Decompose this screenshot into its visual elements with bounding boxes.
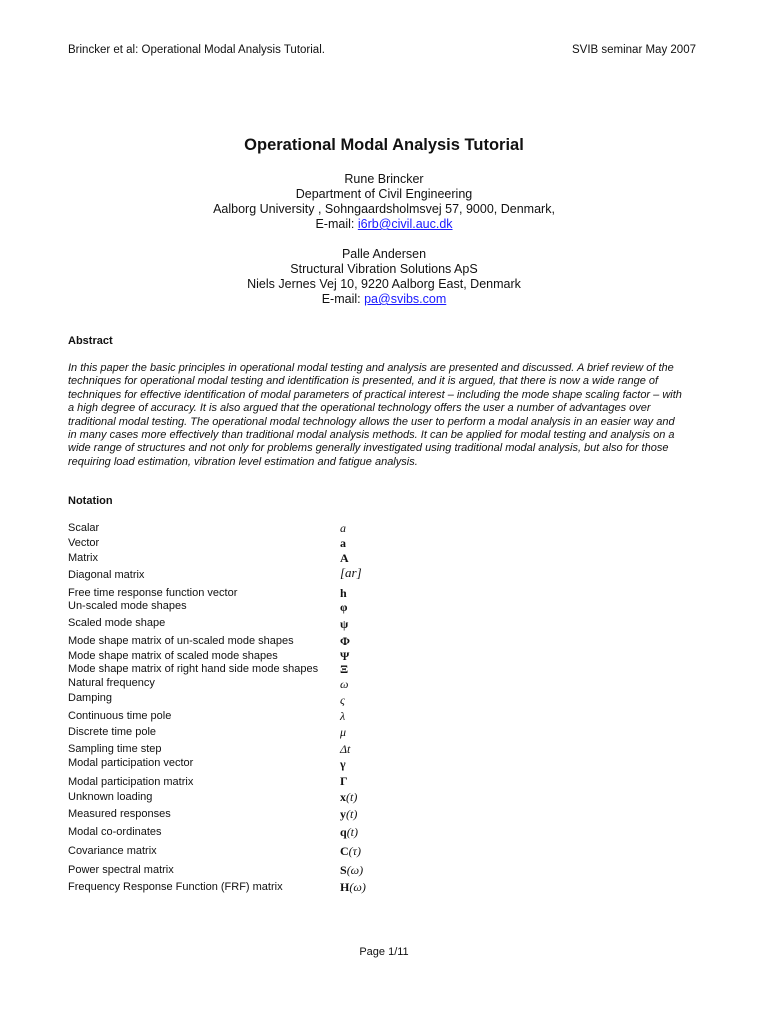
page-number: Page 1/11: [359, 946, 409, 958]
author-name: Rune Brincker: [344, 172, 424, 186]
email-link[interactable]: i6rb@civil.auc.dk: [357, 217, 453, 231]
notation-label: Modal participation matrix: [68, 776, 194, 788]
abstract-line: a high degree of accuracy. It is also argued that the operational technology offers the user a number of advantages over: [68, 402, 651, 415]
notation-label: Modal participation vector: [68, 757, 194, 769]
notation-symbol: Φ: [340, 634, 350, 648]
notation-label: Mode shape matrix of right hand side mode shapes: [68, 663, 319, 675]
abstract-body: [68, 362, 704, 469]
notation-symbol: ω: [340, 677, 349, 691]
notation-symbol: Γ: [340, 774, 348, 788]
notation-symbol: ψ: [340, 617, 349, 631]
author-block-2: [0, 247, 768, 307]
notation-label: Modal co-ordinates: [68, 826, 162, 838]
notation-label: Scaled mode shape: [68, 617, 166, 629]
notation-symbol: [ar]: [340, 565, 362, 580]
author-address: Niels Jernes Vej 10, 9220 Aalborg East, Denmark: [247, 277, 521, 291]
notation-label: Frequency Response Function (FRF) matrix: [68, 881, 283, 893]
notation-symbol: h: [340, 586, 347, 600]
author-organization: Structural Vibration Solutions ApS: [290, 262, 478, 276]
author-email-line: [0, 217, 768, 232]
notation-symbol: a: [340, 521, 346, 535]
notation-label: Free time response function vector: [68, 587, 238, 599]
notation-label: Unknown loading: [68, 791, 153, 803]
abstract-line: techniques for operational modal testing and identification is presented, and it is argued, that there is now a wide range of: [68, 375, 659, 388]
notation-symbol: γ: [340, 757, 346, 771]
notation-label: Mode shape matrix of scaled mode shapes: [68, 650, 278, 662]
email-label: E-mail:: [321, 292, 361, 306]
notation-symbol: x(t): [340, 790, 358, 804]
notation-label: Natural frequency: [68, 677, 155, 689]
notation-symbol: y(t): [340, 807, 358, 821]
notation-heading: Notation: [68, 495, 113, 507]
notation-label: Sampling time step: [68, 743, 162, 755]
running-header-left: Brincker et al: Operational Modal Analysis Tutorial.: [68, 44, 325, 56]
author-address: Aalborg University , Sohngaardsholmsvej 57, 9000, Denmark,: [213, 202, 555, 216]
notation-label: Mode shape matrix of un-scaled mode shapes: [68, 635, 294, 647]
abstract-line: wide range of structures and not only for problems generally investigated using traditional modal analysis, but also for those: [68, 442, 669, 455]
notation-symbol: Δt: [340, 742, 351, 756]
notation-label: Measured responses: [68, 808, 171, 820]
abstract-line: requiring load estimation, vibration level estimation and fatigue analysis.: [68, 455, 418, 468]
notation-label: Un-scaled mode shapes: [68, 600, 187, 612]
author-department: Department of Civil Engineering: [295, 187, 473, 201]
abstract-line: techniques for effective identification of modal parameters of practical interest – including the mode shape scaling factor – with: [68, 388, 682, 401]
author-email-line: [0, 292, 768, 307]
notation-symbol: λ: [340, 709, 346, 723]
author-name: Palle Andersen: [341, 247, 427, 261]
email-link[interactable]: pa@svibs.com: [364, 292, 447, 306]
notation-symbol: H(ω): [340, 880, 366, 894]
notation-label: Continuous time pole: [68, 710, 172, 722]
notation-symbol: C(τ): [340, 844, 361, 858]
notation-symbol: A: [340, 551, 349, 565]
notation-label: Discrete time pole: [68, 726, 157, 738]
notation-symbol: ς: [340, 693, 345, 707]
notation-symbol: Ψ: [340, 649, 350, 663]
abstract-line: in many cases more effectively than traditional modal analysis methods. It can be applied for modal testing and analysis on a: [68, 429, 675, 442]
paper-title: Operational Modal Analysis Tutorial: [244, 136, 524, 154]
notation-symbol: Ξ: [340, 662, 349, 676]
notation-label: Scalar: [68, 522, 100, 534]
email-label: E-mail:: [315, 217, 355, 231]
abstract-line: traditional modal testing. The operational modal technology allows the user to perform a modal analysis in an easier way and: [68, 415, 675, 428]
notation-label: Power spectral matrix: [68, 864, 174, 876]
notation-symbol: S(ω): [340, 863, 364, 877]
notation-label: Diagonal matrix: [68, 569, 145, 581]
running-header-right: SVIB seminar May 2007: [571, 44, 696, 56]
notation-label: Covariance matrix: [68, 845, 157, 857]
author-block-1: [0, 172, 768, 232]
notation-symbol: φ: [340, 600, 348, 614]
notation-label: Damping: [68, 692, 113, 704]
notation-label: Vector: [68, 537, 100, 549]
notation-symbol: q(t): [340, 825, 359, 839]
notation-symbol: a: [340, 536, 346, 550]
notation-symbol: μ: [340, 725, 347, 739]
notation-label: Matrix: [68, 552, 98, 564]
abstract-line: In this paper the basic principles in operational modal testing and analysis are presented and discussed. A brief review of the: [68, 362, 674, 374]
abstract-heading: Abstract: [68, 335, 113, 347]
